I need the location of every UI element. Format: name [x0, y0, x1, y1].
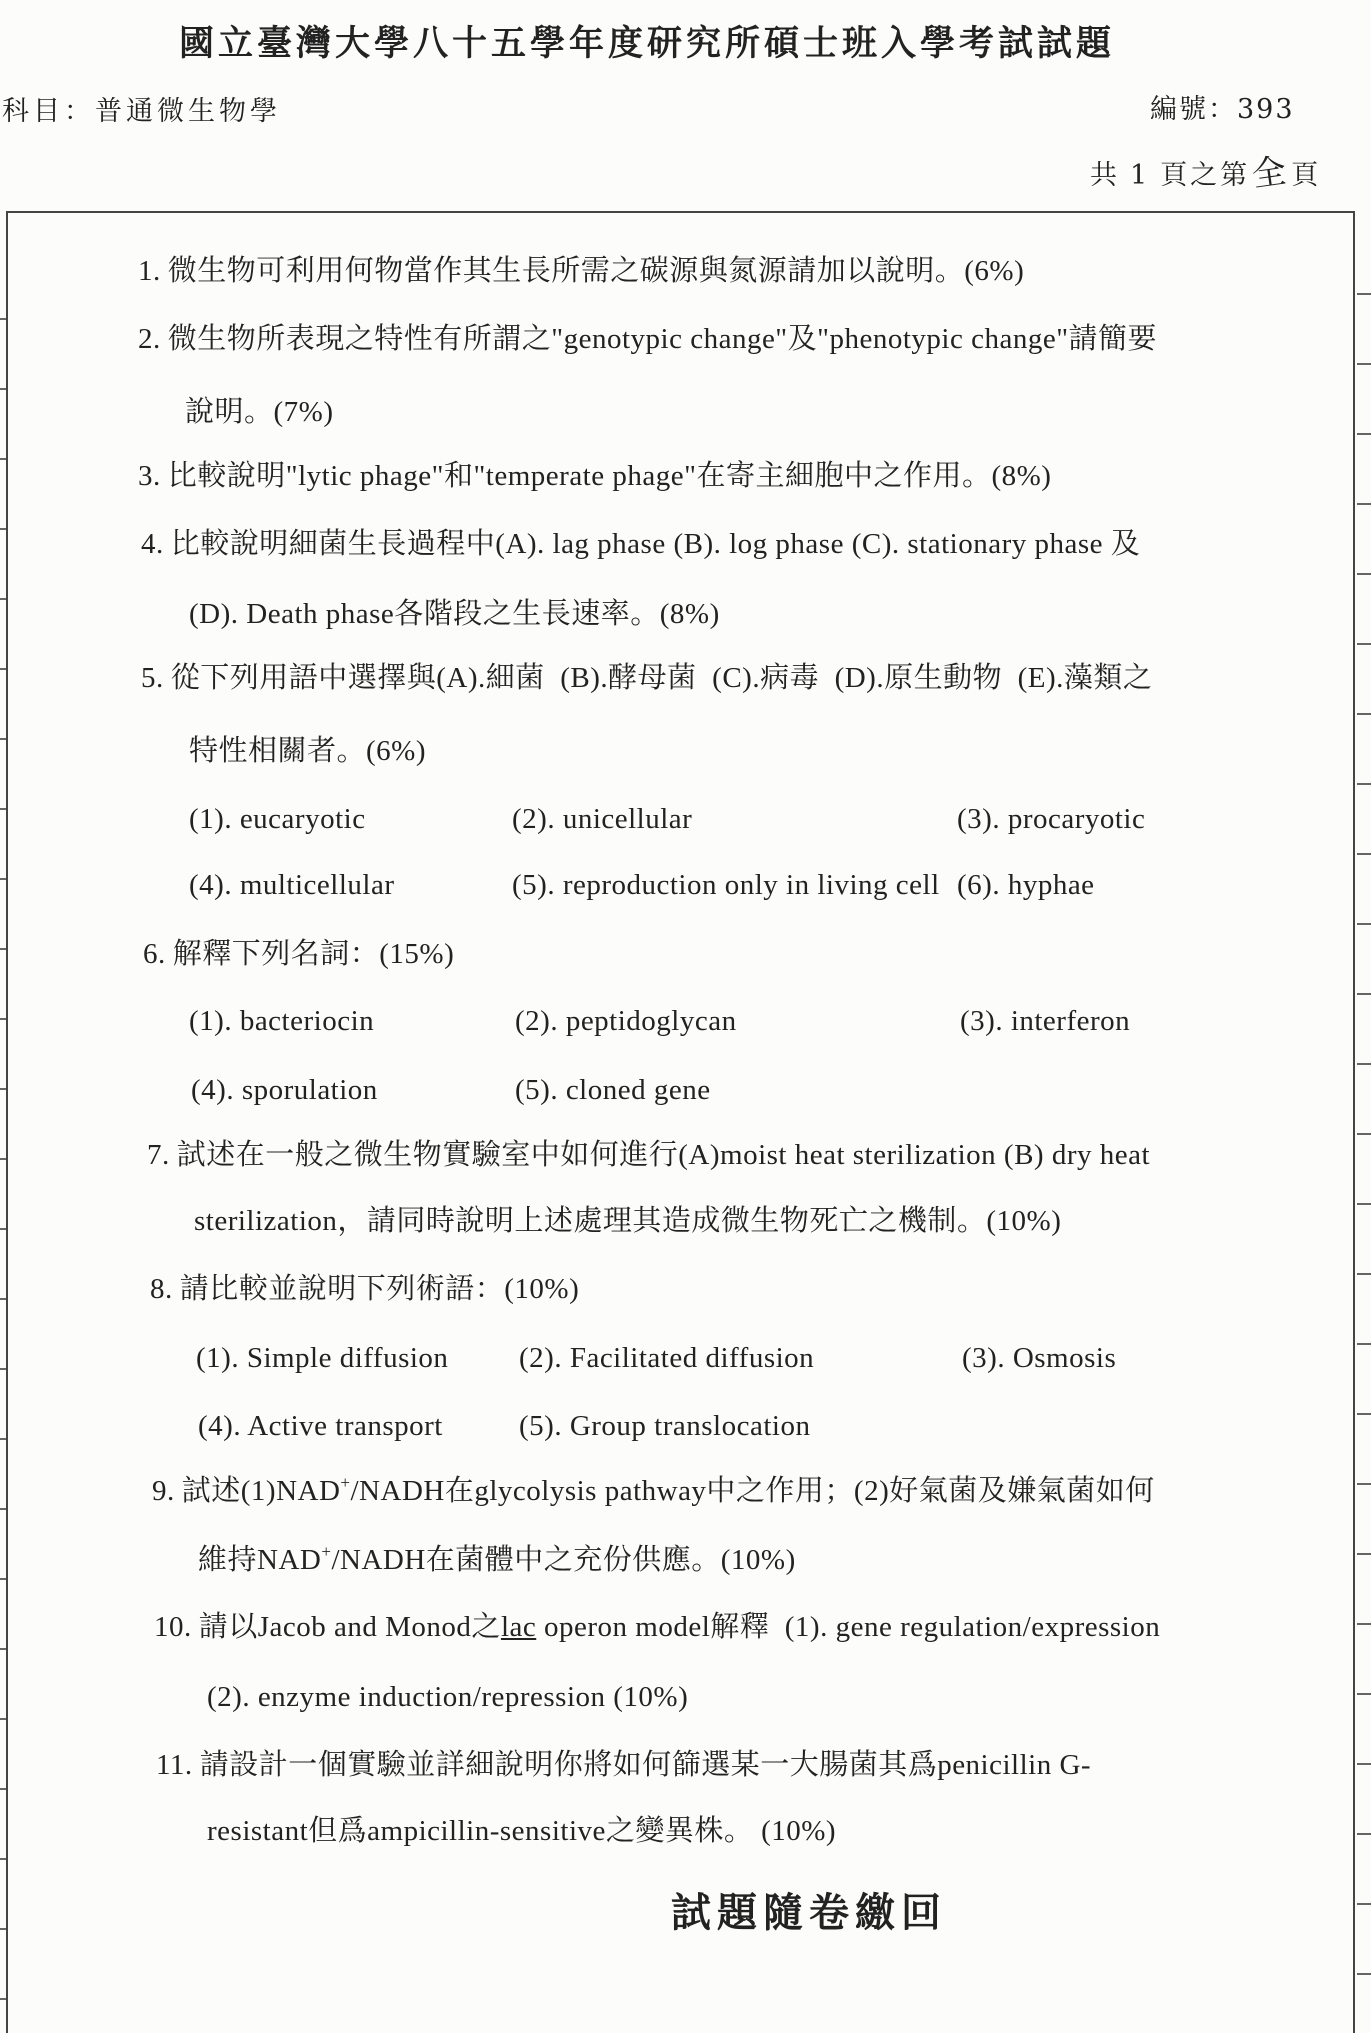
question-8-option-3: (3). Osmosis — [962, 1342, 1117, 1374]
question-text: 比較說明"lytic phage"和"temperate phage"在寄主細胞中之作用。(8%) — [167, 460, 1052, 492]
question-text: 從下列用語中選擇與(A).細菌 (B).酵母菌 (C).病毒 (D).原生動物 (E).藻類之 — [170, 662, 1153, 694]
question-number: 5. — [141, 662, 164, 694]
exam-title: 國立臺灣大學八十五學年度研究所碩士班入學考試試題 — [179, 23, 1116, 64]
question-10-line-1 — [154, 1613, 1160, 1642]
question-1-line-1 — [138, 257, 1024, 286]
question-9-line-1 — [152, 1473, 1155, 1507]
question-6-option-5: (5). cloned gene — [515, 1074, 711, 1106]
page-current: 全 — [1249, 150, 1292, 196]
question-8-line-1 — [150, 1275, 579, 1304]
question-number: 4. — [141, 528, 164, 560]
question-text: /NADH在菌體中之充份供應。(10%) — [331, 1544, 796, 1576]
question-3-line-1 — [138, 462, 1051, 491]
question-4-line-2: (D). Death phase各階段之生長速率。(8%) — [189, 598, 720, 630]
return-paper-notice: 試題隨卷繳回 — [671, 1889, 947, 1936]
question-8-option-4: (4). Active transport — [198, 1410, 443, 1442]
question-6-line-1 — [143, 940, 454, 969]
page-indicator — [1090, 150, 1322, 196]
question-text: 微生物可利用何物當作其生長所需之碳源與氮源請加以說明。(6%) — [167, 255, 1025, 287]
question-5-option-3: (3). procaryotic — [957, 803, 1146, 835]
question-text: 比較說明細菌生長過程中(A). lag phase (B). log phase (C). stationary phase 及 — [170, 528, 1141, 560]
superscript-plus: + — [321, 1542, 332, 1561]
question-text: 維持NAD — [198, 1544, 322, 1576]
exam-code: 編號：393 — [1150, 94, 1295, 125]
question-number: 8. — [150, 1273, 173, 1305]
question-5-option-2: (2). unicellular — [512, 803, 693, 835]
margin-tick-marks-right — [1357, 225, 1371, 2006]
question-6-option-3: (3). interferon — [960, 1005, 1131, 1037]
question-text: 請比較並說明下列術語：(10%) — [179, 1273, 580, 1305]
question-7-line-2: sterilization，請同時說明上述處理其造成微生物死亡之機制。(10%) — [194, 1205, 1062, 1237]
question-number: 1. — [138, 255, 161, 287]
question-number: 7. — [147, 1139, 170, 1171]
question-5-option-1: (1). eucaryotic — [189, 803, 366, 835]
question-text: 請以Jacob and Monod之 — [198, 1611, 501, 1643]
superscript-plus: + — [340, 1473, 351, 1492]
question-number: 11. — [156, 1749, 193, 1781]
question-text: 試述在一般之微生物實驗室中如何進行(A)moist heat sterilization (B) dry heat — [176, 1139, 1151, 1171]
question-10-line-2: (2). enzyme induction/repression (10%) — [207, 1681, 689, 1713]
question-text: 請設計一個實驗並詳細說明你將如何篩選某一大腸菌其爲penicillin G- — [199, 1749, 1092, 1781]
question-5-line-1 — [141, 664, 1152, 693]
question-text: 微生物所表現之特性有所謂之"genotypic change"及"phenotypic change"請簡要 — [167, 323, 1158, 355]
question-text: 試述(1)NAD — [181, 1475, 341, 1507]
question-number: 6. — [143, 938, 166, 970]
question-5-line-2: 特性相關者。(6%) — [189, 735, 426, 767]
question-9-line-2 — [198, 1542, 796, 1576]
underlined-term-lac: lac — [500, 1611, 537, 1643]
question-5-option-6: (6). hyphae — [957, 869, 1095, 901]
question-number: 2. — [138, 323, 161, 355]
question-5-option-5: (5). reproduction only in living cell — [512, 869, 940, 901]
question-2-line-2: 說明。(7%) — [185, 396, 334, 428]
page-suffix: 頁 — [1291, 160, 1322, 191]
question-text: operon model解釋 (1). gene regulation/expression — [536, 1611, 1161, 1643]
question-8-option-2: (2). Facilitated diffusion — [519, 1342, 815, 1374]
question-number: 3. — [138, 460, 161, 492]
page-prefix: 共 — [1090, 160, 1120, 191]
page-mid: 頁之第 — [1160, 160, 1251, 191]
question-2-line-1 — [138, 325, 1157, 354]
question-8-option-5: (5). Group translocation — [519, 1410, 811, 1442]
subject-label: 科目：普通微生物學 — [2, 96, 281, 127]
question-11-line-1 — [156, 1751, 1091, 1780]
question-4-line-1 — [141, 530, 1140, 559]
question-5-option-4: (4). multicellular — [189, 869, 395, 901]
margin-tick-marks-left — [0, 250, 6, 2006]
question-text: 解釋下列名詞：(15%) — [172, 938, 455, 970]
page-total: 1 — [1130, 160, 1151, 191]
question-6-option-1: (1). bacteriocin — [189, 1005, 375, 1037]
question-6-option-4: (4). sporulation — [191, 1074, 378, 1106]
question-7-line-1 — [147, 1141, 1150, 1170]
question-text: /NADH在glycolysis pathway中之作用；(2)好氣菌及嫌氣菌如何 — [350, 1475, 1155, 1507]
question-8-option-1: (1). Simple diffusion — [196, 1342, 449, 1374]
question-6-option-2: (2). peptidoglycan — [515, 1005, 737, 1037]
question-11-line-2: resistant但爲ampicillin-sensitive之變異株。 (10%) — [207, 1815, 837, 1847]
question-number: 10. — [154, 1611, 192, 1643]
question-number: 9. — [152, 1475, 175, 1507]
